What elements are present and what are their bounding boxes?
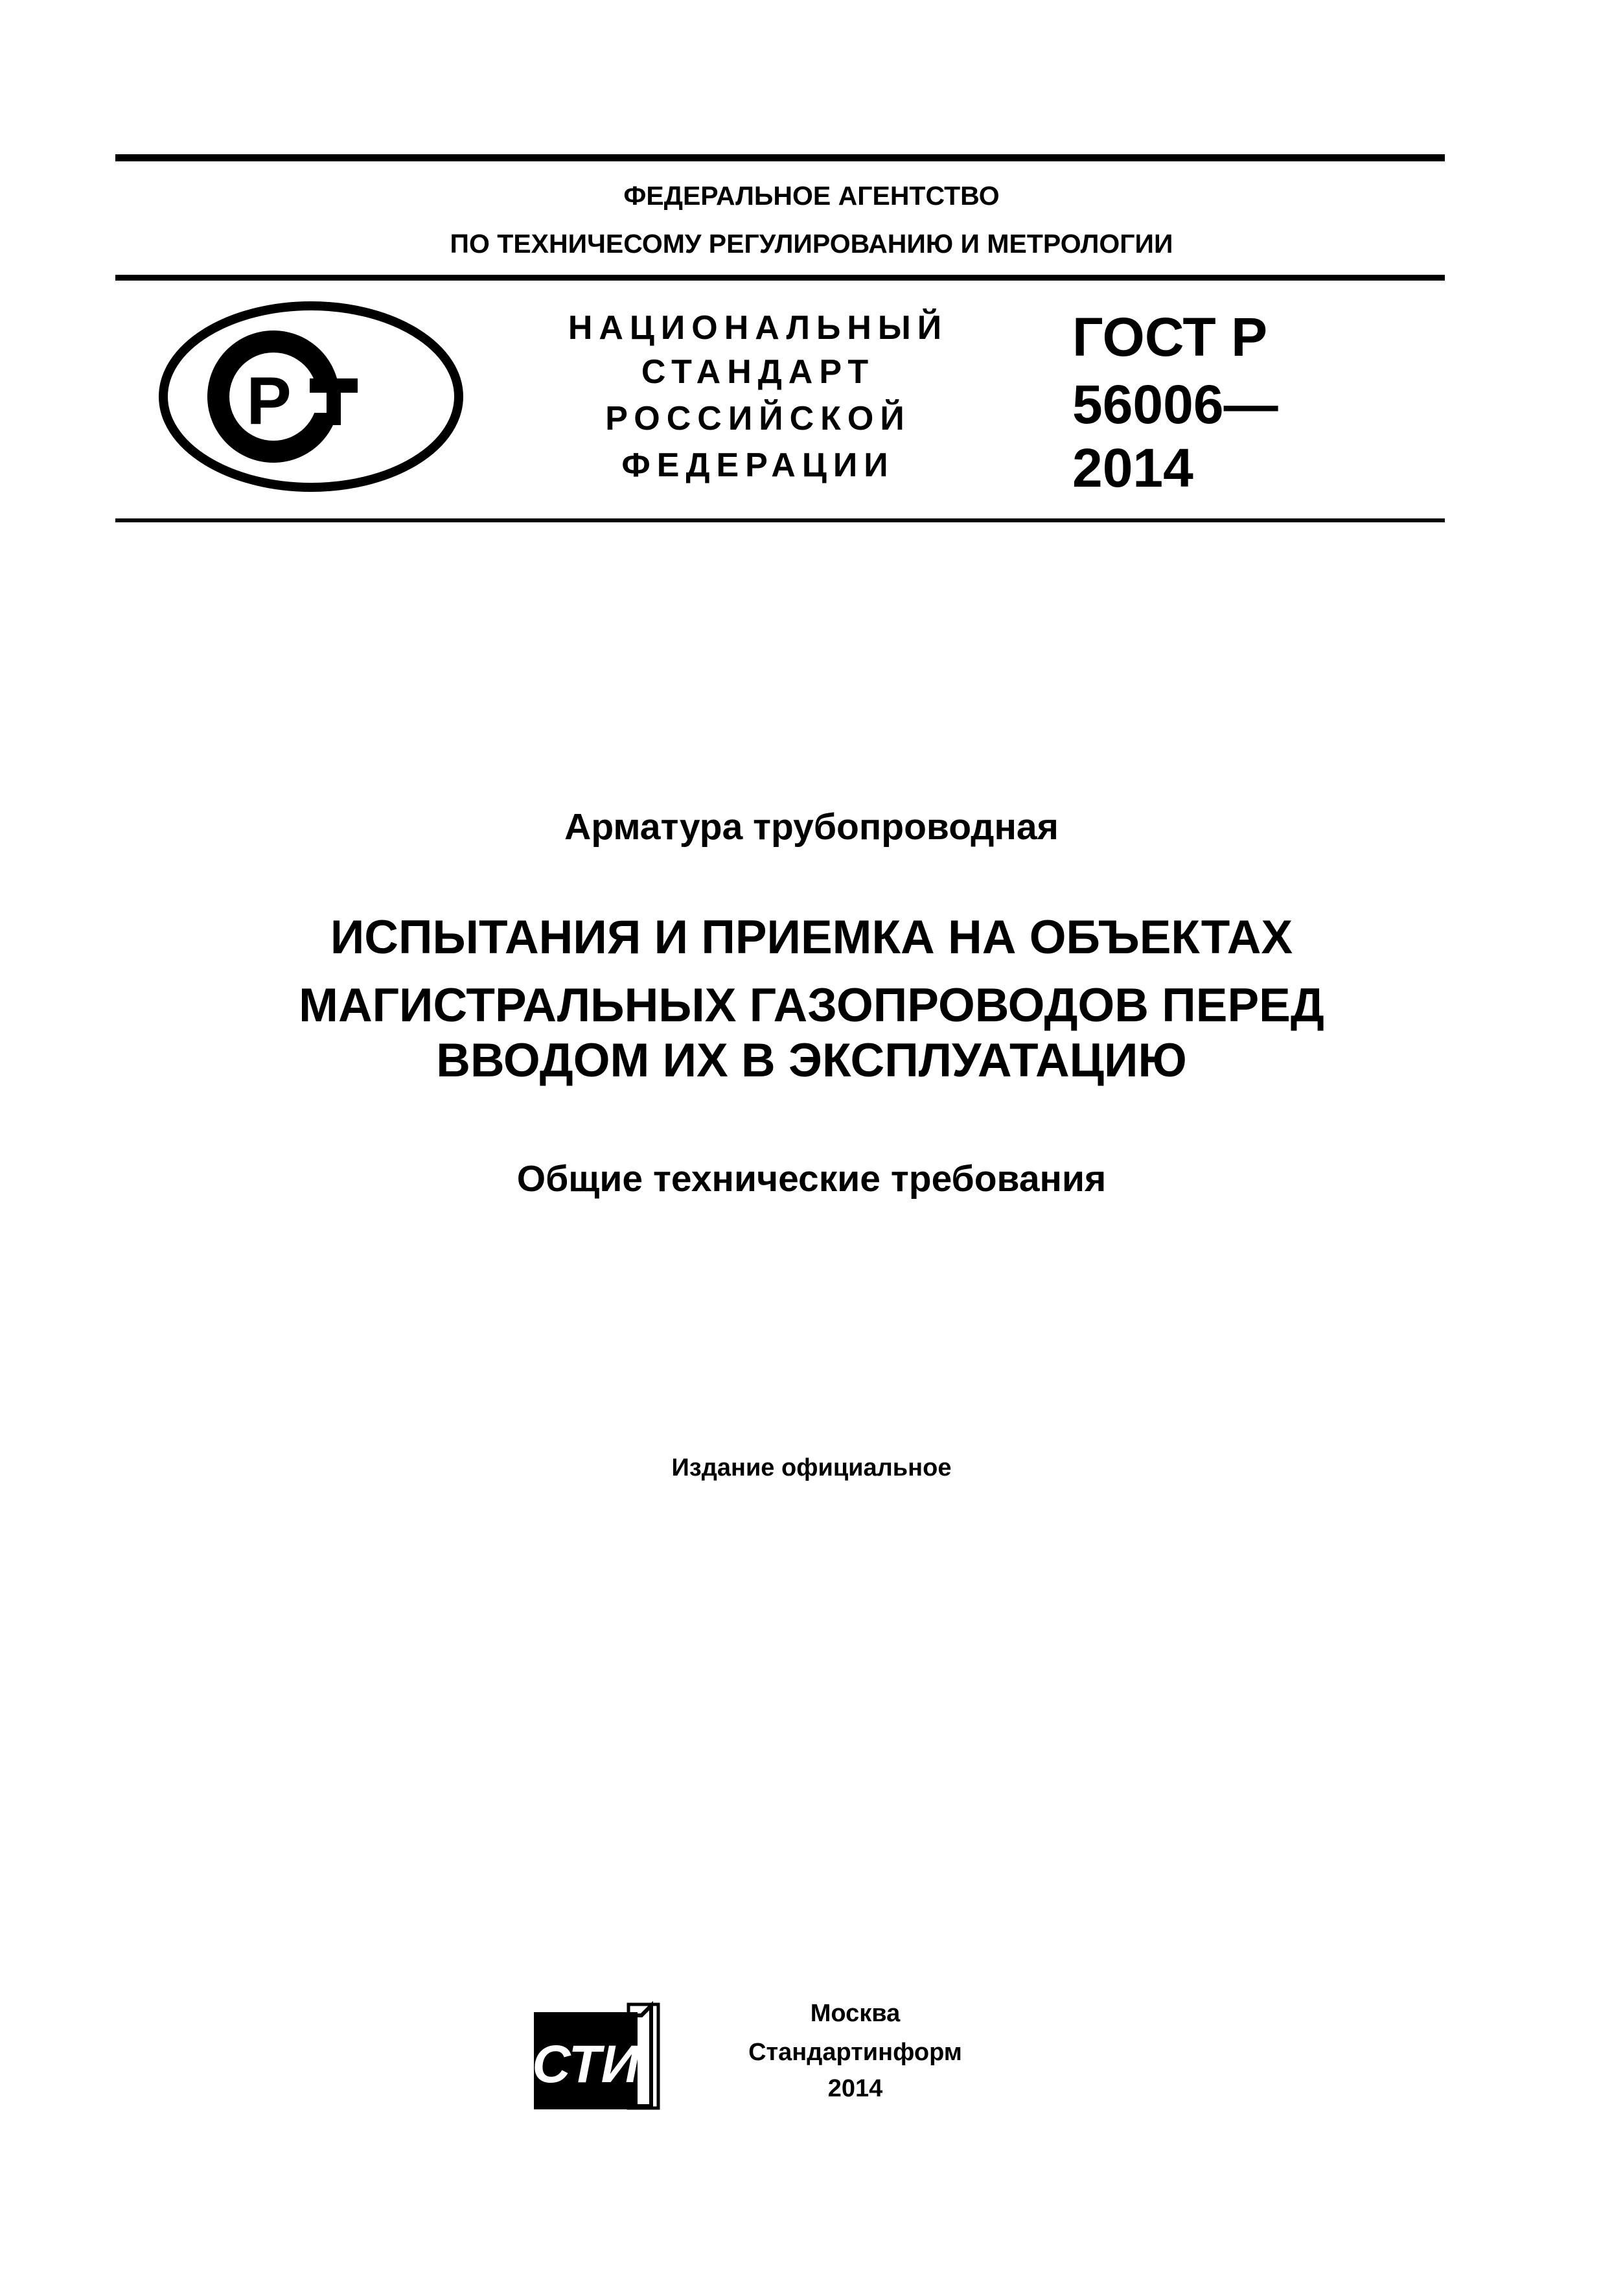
national-standard-line-2: СТАНДАРТ <box>641 353 875 391</box>
publication-year: 2014 <box>827 2075 883 2102</box>
agency-line-1: ФЕДЕРАЛЬНОЕ АГЕНТСТВО <box>623 181 1000 211</box>
agency-line-2: ПО ТЕХНИЧЕСОМУ РЕГУЛИРОВАНИЮ И МЕТРОЛОГИИ <box>450 229 1173 259</box>
top-rule <box>115 154 1445 161</box>
national-standard-line-4: ФЕДЕРАЦИИ <box>621 446 895 484</box>
document-category: Арматура трубопроводная <box>564 806 1059 848</box>
gost-line-3: 2014 <box>1072 437 1193 498</box>
gost-line-2: 56006— <box>1072 374 1278 435</box>
publisher-name: Стандартинформ <box>748 2039 962 2066</box>
standartinform-logo <box>531 1999 661 2113</box>
main-title-line-3: ВВОДОМ ИХ В ЭКСПЛУАТАЦИЮ <box>436 1034 1187 1087</box>
publisher-city: Москва <box>810 2000 901 2027</box>
svg-text:Р: Р <box>246 364 292 439</box>
edition-note: Издание официальное <box>671 1454 952 1481</box>
national-standard-line-1: НАЦИОНАЛЬНЫЙ <box>568 309 949 347</box>
main-title-line-2: МАГИСТРАЛЬНЫХ ГАЗОПРОВОДОВ ПЕРЕД <box>299 979 1324 1032</box>
standard-block-bottom-rule <box>115 518 1445 522</box>
national-standard-line-3: РОССИЙСКОЙ <box>605 400 911 437</box>
gost-r-logo <box>155 299 466 494</box>
document-subtitle: Общие технические требования <box>516 1158 1107 1200</box>
main-title-line-1: ИСПЫТАНИЯ И ПРИЕМКА НА ОБЪЕКТАХ <box>330 911 1293 964</box>
gost-line-1: ГОСТ Р <box>1072 307 1268 367</box>
svg-text:СТИ: СТИ <box>532 2035 639 2094</box>
header-divider-rule <box>115 275 1445 281</box>
